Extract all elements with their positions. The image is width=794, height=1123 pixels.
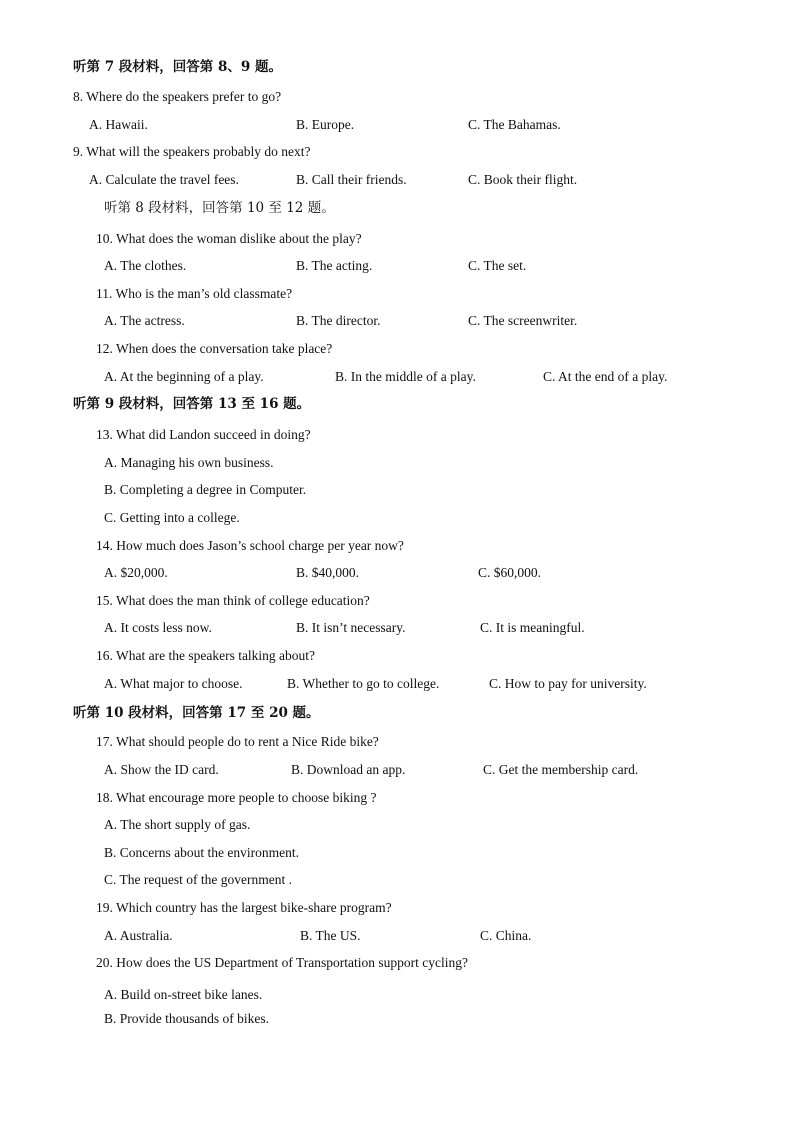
question-17: 17. What should people do to rent a Nice Ride bike? — [96, 734, 379, 749]
question-13-option-b: B. Completing a degree in Computer. — [104, 482, 307, 497]
question-19-option-c: C. China. — [480, 928, 532, 943]
question-16-option-c: C. How to pay for university. — [489, 676, 647, 691]
question-10-option-a: A. The clothes. — [104, 258, 187, 273]
question-10: 10. What does the woman dislike about the play? — [96, 231, 362, 246]
question-9-option-b: B. Call their friends. — [296, 172, 407, 187]
question-18-option-b: B. Concerns about the environment. — [104, 845, 299, 860]
question-12-option-a: A. At the beginning of a play. — [104, 369, 264, 384]
question-12-option-b: B. In the middle of a play. — [335, 369, 476, 384]
question-15-option-b: B. It isn’t necessary. — [296, 620, 406, 635]
section-header-7: 听第 7 段材料，回答第 8、9 题。 — [73, 59, 282, 75]
question-12-option-c: C. At the end of a play. — [543, 369, 668, 384]
question-17-option-c: C. Get the membership card. — [483, 762, 639, 777]
question-8-option-c: C. The Bahamas. — [468, 117, 561, 132]
section-header-9: 听第 9 段材料，回答第 13 至 16 题。 — [73, 396, 311, 412]
question-8: 8. Where do the speakers prefer to go? — [73, 89, 282, 104]
question-20-option-a: A. Build on-street bike lanes. — [104, 987, 263, 1002]
question-10-option-c: C. The set. — [468, 258, 527, 273]
question-9-option-a: A. Calculate the travel fees. — [89, 172, 239, 187]
question-20-option-b: B. Provide thousands of bikes. — [104, 1011, 269, 1026]
question-9-option-c: C. Book their flight. — [468, 172, 578, 187]
question-13-option-a: A. Managing his own business. — [104, 455, 274, 470]
question-18: 18. What encourage more people to choose biking ? — [96, 790, 377, 805]
question-13: 13. What did Landon succeed in doing? — [96, 427, 311, 442]
question-13-option-c: C. Getting into a college. — [104, 510, 240, 525]
question-16: 16. What are the speakers talking about? — [96, 648, 316, 663]
question-14-option-b: B. $40,000. — [296, 565, 360, 580]
question-18-option-c: C. The request of the government . — [104, 872, 292, 887]
question-14-option-a: A. $20,000. — [104, 565, 168, 580]
section-header-10: 听第 10 段材料，回答第 17 至 20 题。 — [73, 705, 320, 721]
question-20: 20. How does the US Department of Transportation support cycling? — [96, 955, 468, 970]
question-11-option-a: A. The actress. — [104, 313, 185, 328]
question-17-option-b: B. Download an app. — [291, 762, 406, 777]
question-19-option-b: B. The US. — [300, 928, 361, 943]
question-9: 9. What will the speakers probably do next? — [73, 144, 311, 159]
question-11-option-c: C. The screenwriter. — [468, 313, 578, 328]
question-14: 14. How much does Jason’s school charge per year now? — [96, 538, 404, 553]
section-header-8: 听第 8 段材料，回答第 10 至 12 题。 — [104, 200, 335, 216]
question-18-option-a: A. The short supply of gas. — [104, 817, 251, 832]
question-8-option-b: B. Europe. — [296, 117, 355, 132]
question-8-option-a: A. Hawaii. — [89, 117, 148, 132]
question-12: 12. When does the conversation take place? — [96, 341, 333, 356]
question-11-option-b: B. The director. — [296, 313, 381, 328]
question-19: 19. Which country has the largest bike-share program? — [96, 900, 392, 915]
question-16-option-b: B. Whether to go to college. — [287, 676, 440, 691]
question-17-option-a: A. Show the ID card. — [104, 762, 219, 777]
question-15-option-c: C. It is meaningful. — [480, 620, 585, 635]
question-10-option-b: B. The acting. — [296, 258, 373, 273]
question-15: 15. What does the man think of college education? — [96, 593, 370, 608]
question-16-option-a: A. What major to choose. — [104, 676, 243, 691]
question-19-option-a: A. Australia. — [104, 928, 173, 943]
question-15-option-a: A. It costs less now. — [104, 620, 212, 635]
question-14-option-c: C. $60,000. — [478, 565, 542, 580]
question-11: 11. Who is the man’s old classmate? — [96, 286, 293, 301]
